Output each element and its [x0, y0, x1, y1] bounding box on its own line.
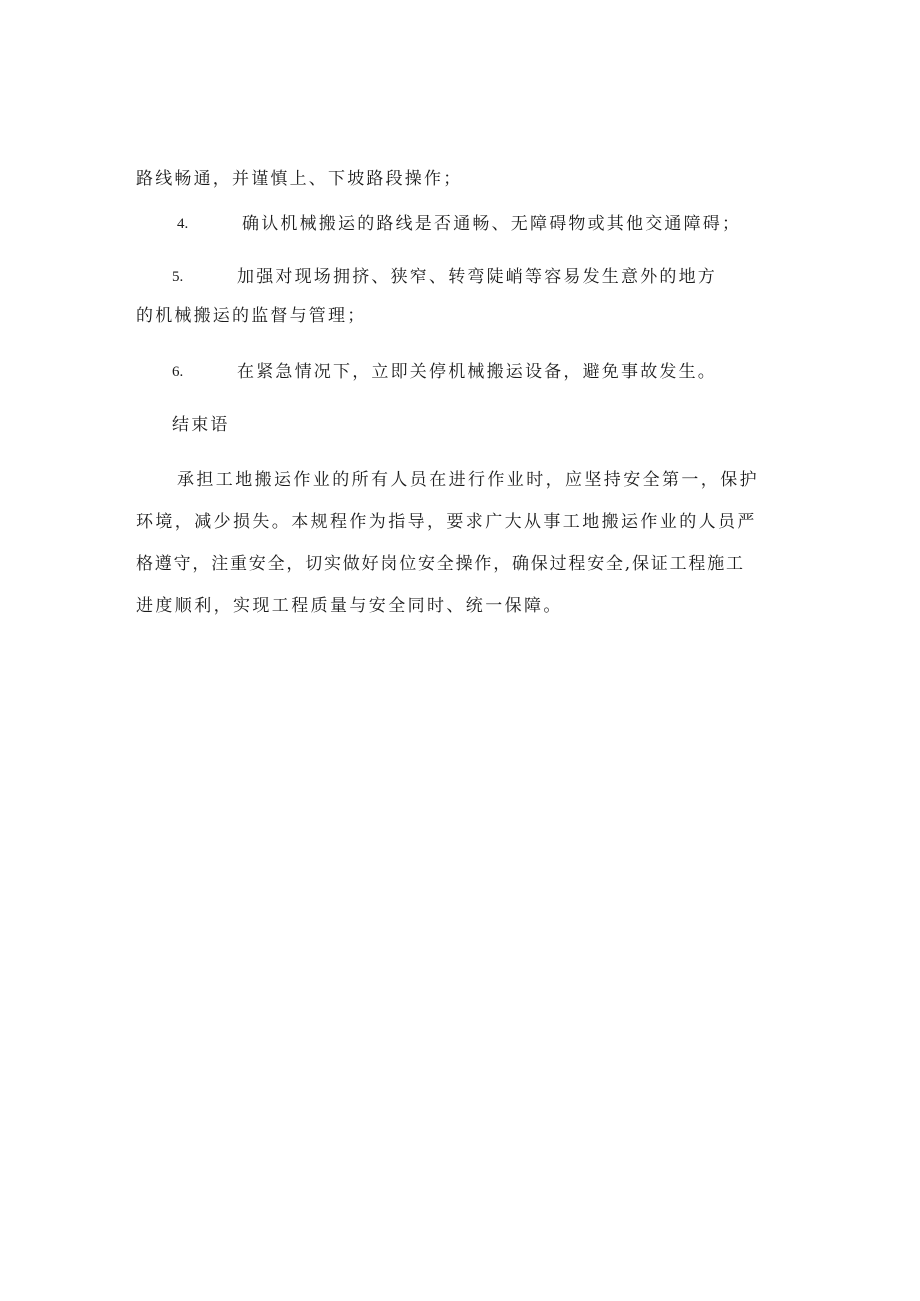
item-number-6: 6. [172, 364, 184, 380]
item-text-6: 在紧急情况下，立即关停机械搬运设备，避免事故发生。 [237, 362, 717, 382]
item-text-4: 确认机械搬运的路线是否通畅、无障碍物或其他交通障碍； [242, 214, 742, 234]
conclusion-line-3: 格遵守，注重安全，切实做好岗位安全操作，确保过程安全,保证工程施工 [136, 554, 745, 574]
section-heading: 结束语 [172, 415, 230, 435]
conclusion-line-2: 环境，减少损失。本规程作为指导，要求广大从事工地搬运作业的人员严 [136, 512, 757, 532]
conclusion-line-1: 承担工地搬运作业的所有人员在进行作业时，应坚持安全第一，保护 [177, 470, 759, 490]
item-number-5: 5. [172, 269, 184, 285]
item-number-4: 4. [177, 216, 189, 232]
continuation-line: 路线畅通，并谨慎上、下坡路段操作； [136, 169, 463, 189]
item-text-5: 加强对现场拥挤、狭窄、转弯陡峭等容易发生意外的地方 [237, 267, 717, 287]
conclusion-line-4: 进度顺利，实现工程质量与安全同时、统一保障。 [136, 596, 563, 616]
item-text-5-cont: 的机械搬运的监督与管理； [136, 306, 367, 326]
